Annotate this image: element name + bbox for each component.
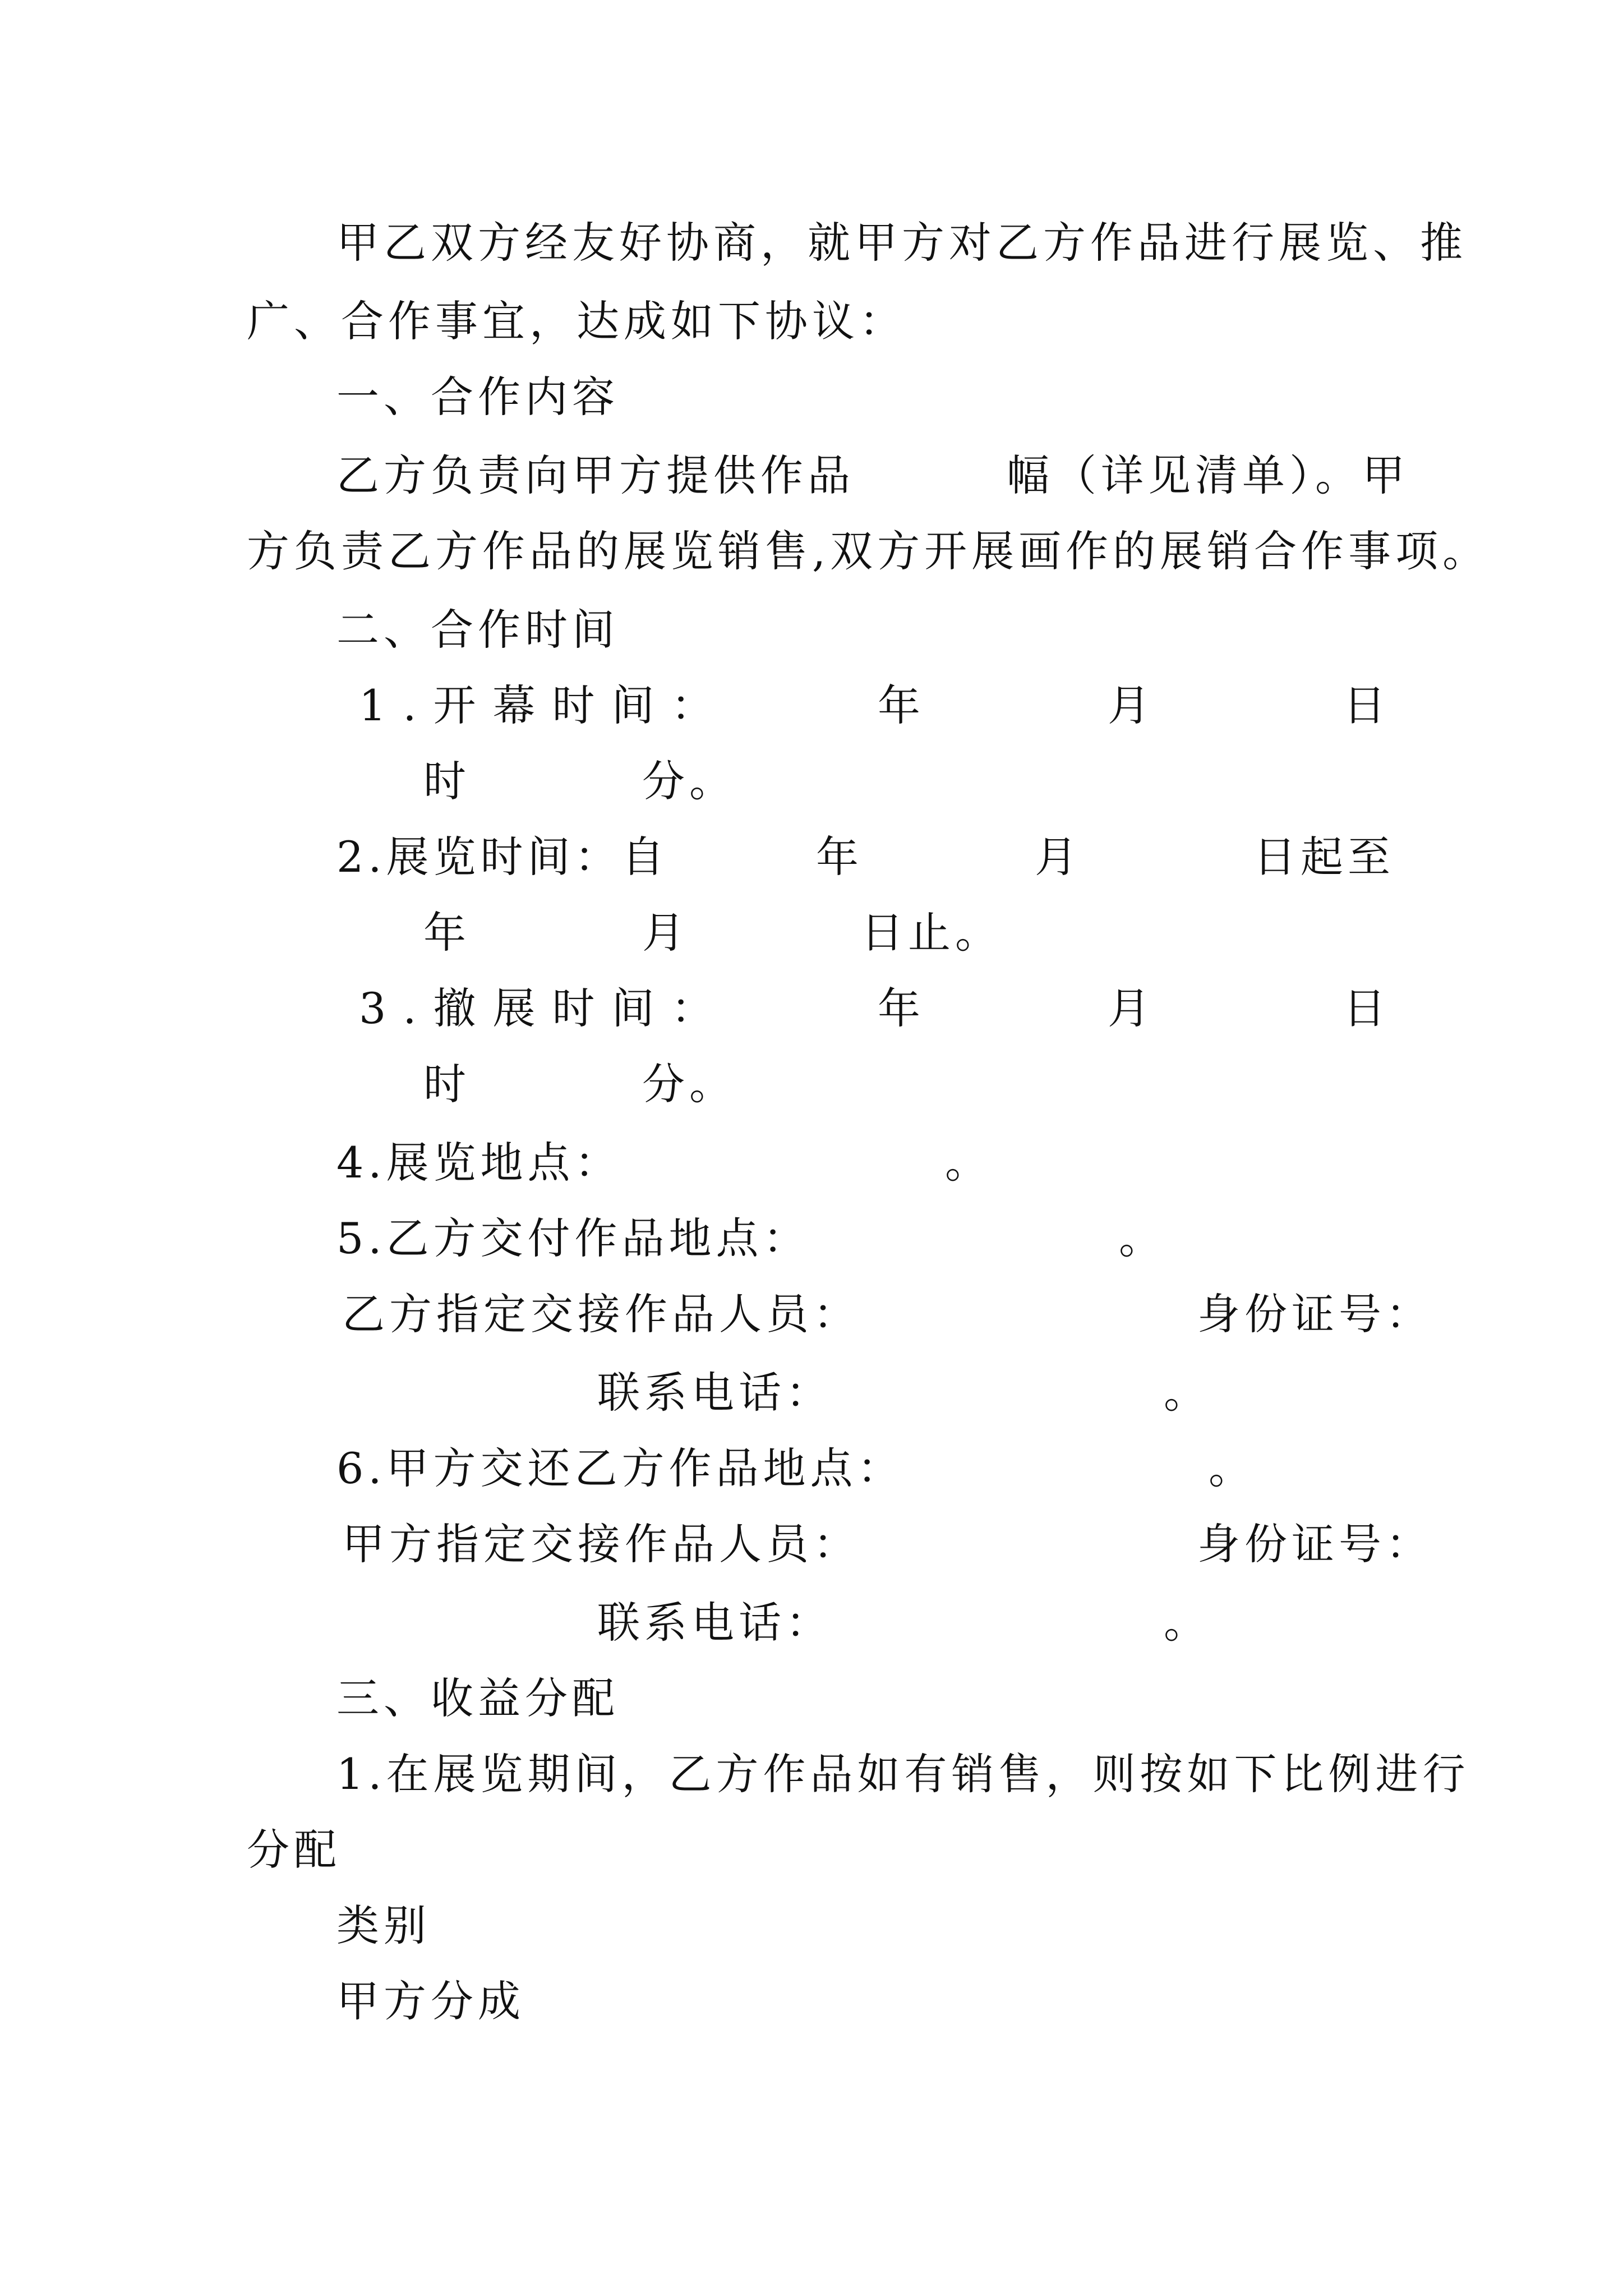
party-b-handover-person-label: 乙方指定交接作品人员： (342, 1289, 860, 1339)
intro-line-2: 广、合作事宜，达成如下协议： (247, 296, 906, 346)
teardown-year: 年 (878, 983, 925, 1033)
delivery-location-end: 。 (1119, 1213, 1166, 1263)
teardown-month: 月 (1108, 983, 1155, 1033)
section-1-para-2: 方负责乙方作品的展览销售,双方开展画作的展销合作事项。 (247, 526, 1490, 576)
exhibition-month-2: 月 (642, 908, 689, 958)
exhibition-location-end: 。 (945, 1138, 992, 1188)
intro-line-1: 甲乙双方经友好协商，就甲方对乙方作品进行展览、推 (336, 218, 1467, 268)
teardown-day: 日 (1343, 983, 1390, 1033)
delivery-location-label: 5.乙方交付作品地点： (336, 1213, 810, 1263)
party-a-id-number-label: 身份证号： (1197, 1519, 1433, 1569)
exhibition-location-label: 4.展览地点： (336, 1138, 622, 1188)
opening-month: 月 (1108, 680, 1155, 730)
party-b-phone-label: 联系电话： (597, 1368, 833, 1418)
party-a-share-label: 甲方分成 (336, 1976, 525, 2026)
exhibition-year: 年 (816, 832, 863, 882)
category-label: 类别 (336, 1901, 431, 1950)
party-b-id-number-label: 身份证号： (1197, 1289, 1433, 1339)
party-a-handover-person-label: 甲方指定交接作品人员： (342, 1519, 860, 1569)
exhibition-year-2: 年 (423, 908, 471, 958)
teardown-minute: 分。 (642, 1059, 736, 1109)
section-3-title: 三、收益分配 (336, 1673, 619, 1723)
section-1-para-b: 幅（详见清单）。甲 (1007, 450, 1409, 500)
teardown-time-label: 3.撤展时间： (359, 983, 731, 1033)
opening-hour: 时 (423, 756, 471, 806)
section-1-para-a: 乙方负责向甲方提供作品 (336, 450, 855, 500)
opening-minute: 分。 (642, 756, 736, 806)
exhibition-day-from: 日起至 (1253, 832, 1395, 882)
section-3-para-1: 1.在展览期间，乙方作品如有销售，则按如下比例进行 (336, 1749, 1470, 1799)
opening-time-label: 1.开幕时间： (359, 680, 731, 730)
party-b-phone-end: 。 (1164, 1368, 1211, 1418)
section-3-para-1-cont: 分配 (247, 1825, 341, 1875)
teardown-hour: 时 (423, 1059, 471, 1109)
opening-year: 年 (878, 680, 925, 730)
exhibition-month: 月 (1035, 832, 1082, 882)
return-location-end: 。 (1209, 1443, 1256, 1493)
return-location-label: 6.甲方交还乙方作品地点： (336, 1443, 905, 1493)
section-1-title: 一、合作内容 (336, 372, 619, 422)
exhibition-day-to: 日止。 (861, 908, 1002, 958)
exhibition-time-label: 2.展览时间：自 (336, 832, 669, 882)
opening-day: 日 (1343, 680, 1390, 730)
party-a-phone-label: 联系电话： (597, 1598, 833, 1648)
party-a-phone-end: 。 (1164, 1598, 1211, 1648)
section-2-title: 二、合作时间 (336, 605, 619, 655)
